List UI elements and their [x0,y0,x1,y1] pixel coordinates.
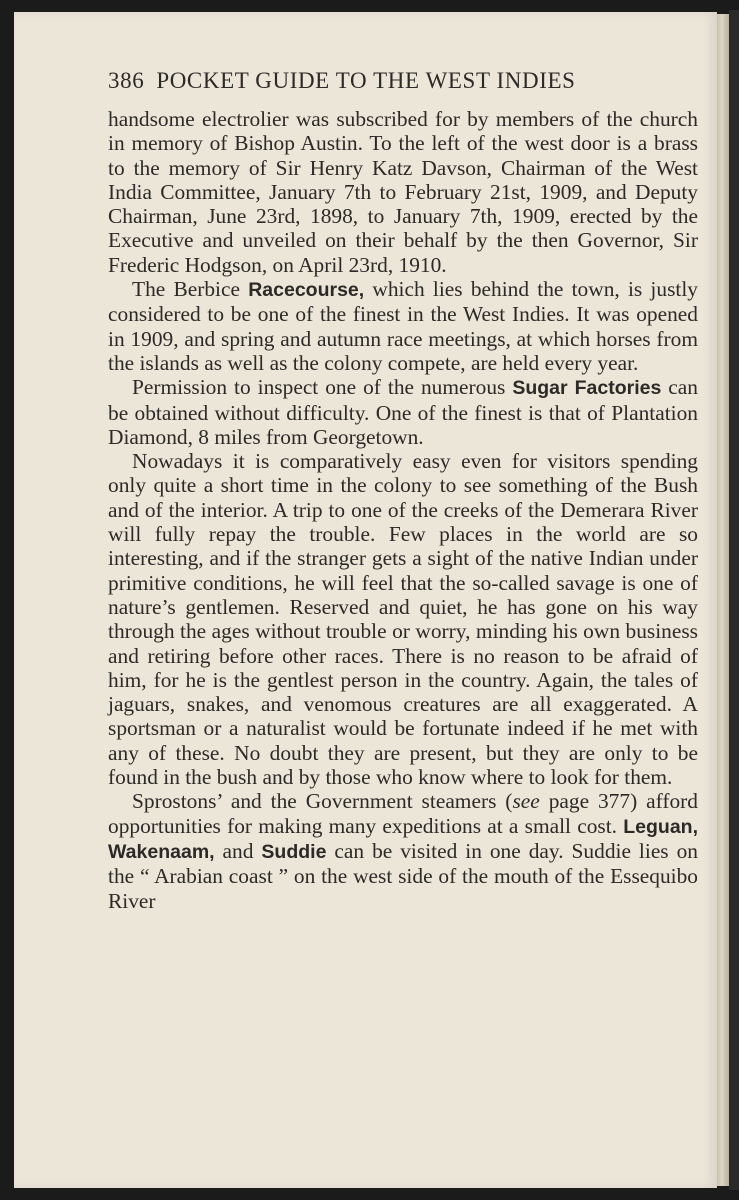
paragraph-1: handsome electrolier was subscribed for by members of the church in memory of Bishop Austin. To the left of the west door is a brass to the memory of Sir Henry Katz Davson, Chairman of the West India Committee, January 7th to February 21st, 1909, and Deputy Chairman, June 23rd, 1898, to January 7th, 1909, erected by the Executive and unveiled on their behalf by the then Governor, Sir Frederic Hodgson, on April 23rd, 1910. [108,107,698,277]
paragraph-4: Nowadays it is comparatively easy even for visitors spending only quite a short time in the colony to see something of the Bush and of the interior. A trip to one of the creeks of the Demerara River will fully repay the trouble. Few places in the world are so interesting, and if the stranger gets a sight of the native Indian under primitive conditions, he will feel that the so-called savage is one of nature’s gentlemen. Reserved and quiet, he has gone on his way through the ages without trouble or worry, minding his own business and retiring before other races. There is no reason to be afraid of him, for he is the gentlest person in the country. Again, the tales of jaguars, snakes, and venomous creatures are all exaggerated. A sportsman or a naturalist would be fortunate indeed if he met with any of these. No doubt they are present, but they are only to be found in the bush and by those who know where to look for them. [108,449,698,790]
text-run: can be obtained without difficulty. One of the finest is that of Plantation Diamond, 8 miles from Georgetown. [108,375,698,449]
paragraph-2 [108,277,698,375]
italic-see: see [512,789,540,814]
text-run: page 377) afford opportunities for making many expeditions at a small cost. [108,789,698,838]
text-run: which lies behind the town, is justly considered to be one of the finest in the West Indies. It was opened in 1909, and spring and autumn race meetings, at which horses from the islands as well as the colony compete, are held every year. [108,277,698,375]
paragraph-5 [108,789,698,912]
text-run: can be visited in one day. Suddie lies on the “ Arabian coast ” on the west side of the mouth of the Essequibo River [108,838,698,913]
bold-term-racecourse: Racecourse, [248,279,365,302]
book-spine [729,10,739,1190]
text-run: Sprostons’ and the Government steamers ( [132,789,513,814]
bold-term-sugar-factories: Sugar Factories [512,377,662,400]
running-title: POCKET GUIDE TO THE WEST INDIES [156,68,576,93]
text-run: and [214,838,262,863]
text-run: Permission to inspect one of the numerous [132,375,513,400]
page-number: 386 [108,68,145,93]
running-header [108,68,708,94]
paragraph-3 [108,375,698,449]
bold-term-suddie: Suddie [261,840,327,863]
body-text [108,107,698,913]
page-edge [717,14,729,1186]
text-run: The Berbice [132,277,249,302]
bold-term-leguan-wakenaam: Leguan, Wakenaam, [108,815,698,863]
